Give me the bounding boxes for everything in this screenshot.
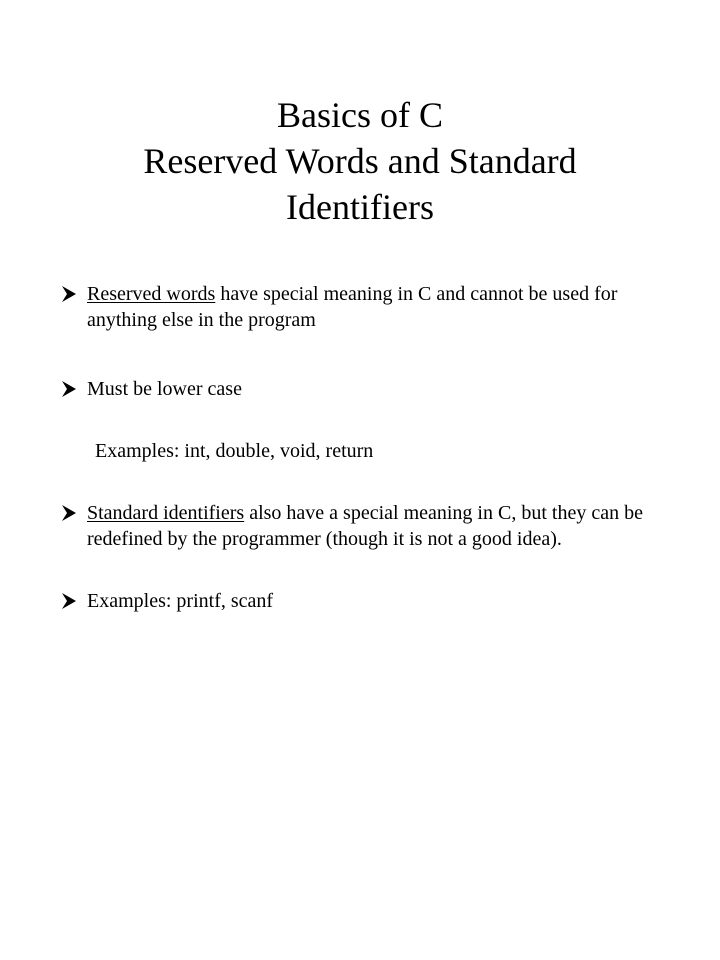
bullet-examples-standard [58, 588, 668, 614]
title-line-3: Identifiers [286, 187, 434, 227]
lower-case-text: Must be lower case [87, 378, 242, 400]
examples-reserved-words: Examples: int, double, void, return [95, 440, 374, 462]
title-line-1: Basics of C [277, 95, 443, 135]
standard-identifiers-text: also have a special meaning in C, but they can be redefined by the programmer (though it is not a good idea). [87, 502, 643, 550]
reserved-words-text: have special meaning in C and cannot be used for anything else in the program [87, 283, 618, 331]
title-line-2: Reserved Words and Standard [143, 141, 577, 181]
arrow-bullet-icon [61, 282, 77, 306]
bullet-lower-case [58, 376, 668, 402]
arrow-bullet-icon [61, 589, 77, 613]
examples-standard-text: Examples: printf, scanf [87, 590, 274, 612]
arrow-bullet-icon [61, 377, 77, 401]
slide-title [60, 92, 660, 230]
standard-identifiers-term: Standard identifiers [87, 502, 245, 524]
arrow-bullet-icon [61, 501, 77, 525]
reserved-words-term: Reserved words [87, 283, 216, 305]
bullet-standard-identifiers [58, 500, 668, 552]
bullet-reserved-words [58, 281, 668, 333]
slide-content [58, 281, 668, 614]
